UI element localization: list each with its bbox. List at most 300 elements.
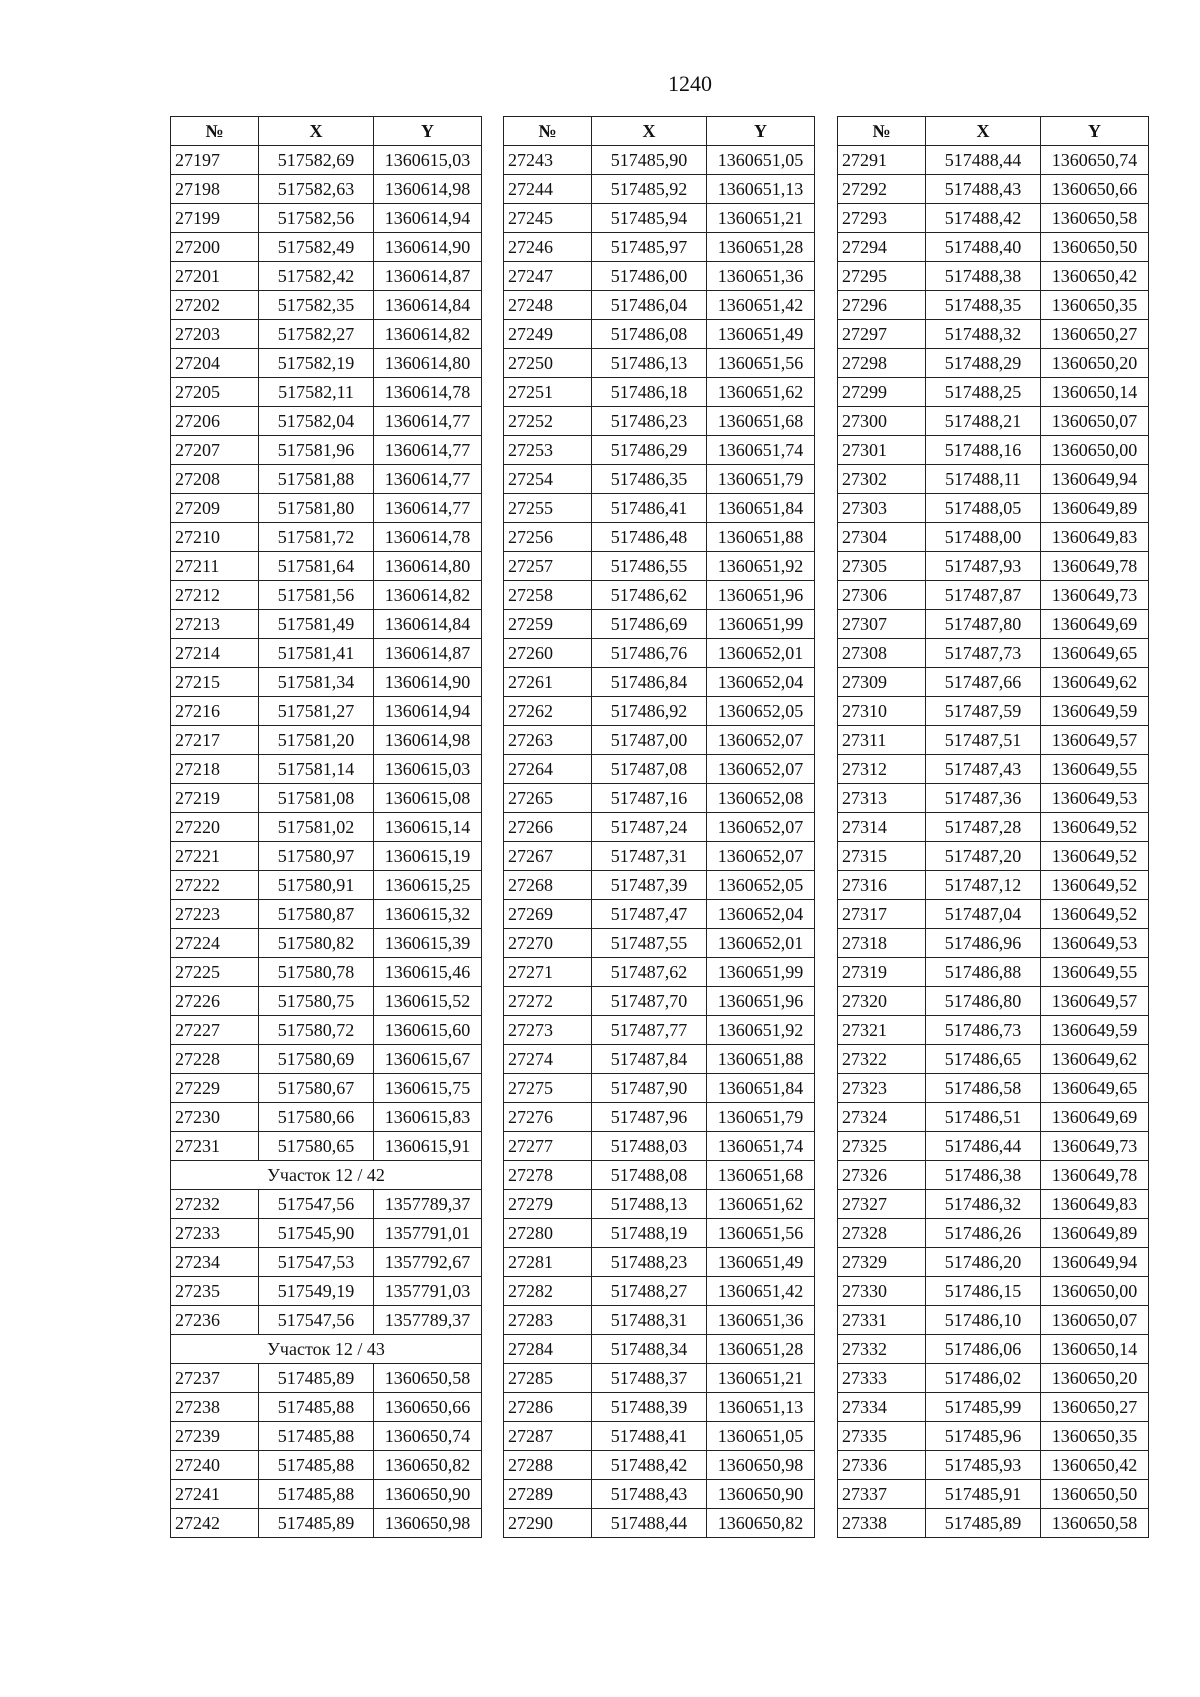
point-number-cell: 27261 <box>504 668 592 697</box>
y-coordinate-cell: 1360651,56 <box>707 1219 815 1248</box>
point-number-cell: 27295 <box>838 262 926 291</box>
x-coordinate-cell: 517580,69 <box>259 1045 374 1074</box>
point-number-cell: 27285 <box>504 1364 592 1393</box>
point-number-cell: 27259 <box>504 610 592 639</box>
point-number-cell: 27250 <box>504 349 592 378</box>
y-coordinate-cell: 1357789,37 <box>374 1190 482 1219</box>
table-header-row <box>838 117 1149 146</box>
x-coordinate-cell: 517487,73 <box>926 639 1041 668</box>
point-number-cell: 27335 <box>838 1422 926 1451</box>
table-row <box>838 1451 1149 1480</box>
y-coordinate-cell: 1360614,78 <box>374 523 482 552</box>
point-number-cell: 27233 <box>171 1219 259 1248</box>
point-number-cell: 27256 <box>504 523 592 552</box>
point-number-cell: 27243 <box>504 146 592 175</box>
table-row <box>504 581 815 610</box>
x-coordinate-cell: 517487,43 <box>926 755 1041 784</box>
y-coordinate-cell: 1360650,90 <box>374 1480 482 1509</box>
point-number-cell: 27327 <box>838 1190 926 1219</box>
x-coordinate-cell: 517487,90 <box>592 1074 707 1103</box>
x-coordinate-cell: 517486,00 <box>592 262 707 291</box>
table-row <box>504 1132 815 1161</box>
x-coordinate-cell: 517486,26 <box>926 1219 1041 1248</box>
section-title: Участок 12 / 42 <box>171 1161 482 1190</box>
point-number-cell: 27318 <box>838 929 926 958</box>
table-row <box>171 987 482 1016</box>
table-row <box>171 465 482 494</box>
table-row <box>504 1422 815 1451</box>
x-coordinate-cell: 517581,27 <box>259 697 374 726</box>
x-coordinate-cell: 517486,88 <box>926 958 1041 987</box>
x-coordinate-cell: 517487,31 <box>592 842 707 871</box>
y-coordinate-cell: 1360650,27 <box>1041 1393 1149 1422</box>
x-coordinate-cell: 517488,25 <box>926 378 1041 407</box>
point-number-cell: 27211 <box>171 552 259 581</box>
table-row <box>838 233 1149 262</box>
x-coordinate-cell: 517486,10 <box>926 1306 1041 1335</box>
table-row <box>171 1132 482 1161</box>
x-coordinate-cell: 517580,72 <box>259 1016 374 1045</box>
point-number-cell: 27298 <box>838 349 926 378</box>
x-coordinate-cell: 517486,15 <box>926 1277 1041 1306</box>
y-coordinate-cell: 1360651,74 <box>707 1132 815 1161</box>
y-coordinate-cell: 1360615,91 <box>374 1132 482 1161</box>
x-coordinate-cell: 517488,38 <box>926 262 1041 291</box>
y-coordinate-cell: 1360649,73 <box>1041 1132 1149 1161</box>
x-coordinate-cell: 517486,23 <box>592 407 707 436</box>
table-row <box>504 552 815 581</box>
x-coordinate-cell: 517580,87 <box>259 900 374 929</box>
x-coordinate-cell: 517487,36 <box>926 784 1041 813</box>
x-coordinate-cell: 517485,93 <box>926 1451 1041 1480</box>
y-coordinate-cell: 1360650,82 <box>374 1451 482 1480</box>
x-coordinate-cell: 517485,89 <box>926 1509 1041 1538</box>
point-number-cell: 27255 <box>504 494 592 523</box>
table-row <box>504 1277 815 1306</box>
x-coordinate-cell: 517488,27 <box>592 1277 707 1306</box>
point-number-cell: 27216 <box>171 697 259 726</box>
y-coordinate-cell: 1360650,20 <box>1041 1364 1149 1393</box>
x-coordinate-cell: 517485,88 <box>259 1422 374 1451</box>
x-coordinate-cell: 517488,32 <box>926 320 1041 349</box>
x-coordinate-cell: 517485,92 <box>592 175 707 204</box>
table-row <box>171 233 482 262</box>
y-coordinate-cell: 1360649,65 <box>1041 1074 1149 1103</box>
point-number-cell: 27198 <box>171 175 259 204</box>
x-coordinate-cell: 517487,47 <box>592 900 707 929</box>
y-coordinate-cell: 1360615,75 <box>374 1074 482 1103</box>
x-coordinate-cell: 517486,13 <box>592 349 707 378</box>
x-coordinate-cell: 517486,04 <box>592 291 707 320</box>
y-coordinate-cell: 1360615,25 <box>374 871 482 900</box>
point-number-cell: 27230 <box>171 1103 259 1132</box>
table-row <box>838 146 1149 175</box>
y-coordinate-cell: 1360651,05 <box>707 1422 815 1451</box>
point-number-cell: 27222 <box>171 871 259 900</box>
x-coordinate-cell: 517486,76 <box>592 639 707 668</box>
point-number-cell: 27220 <box>171 813 259 842</box>
x-coordinate-cell: 517581,49 <box>259 610 374 639</box>
point-number-cell: 27334 <box>838 1393 926 1422</box>
point-number-cell: 27338 <box>838 1509 926 1538</box>
x-coordinate-cell: 517486,65 <box>926 1045 1041 1074</box>
y-coordinate-cell: 1360650,58 <box>374 1364 482 1393</box>
y-coordinate-cell: 1360650,27 <box>1041 320 1149 349</box>
point-number-cell: 27329 <box>838 1248 926 1277</box>
point-number-cell: 27254 <box>504 465 592 494</box>
point-number-cell: 27212 <box>171 581 259 610</box>
point-number-cell: 27324 <box>838 1103 926 1132</box>
x-coordinate-cell: 517485,91 <box>926 1480 1041 1509</box>
y-coordinate-cell: 1360649,52 <box>1041 900 1149 929</box>
x-coordinate-cell: 517488,16 <box>926 436 1041 465</box>
table-row <box>171 146 482 175</box>
y-coordinate-cell: 1360651,68 <box>707 407 815 436</box>
y-coordinate-cell: 1360651,05 <box>707 146 815 175</box>
y-coordinate-cell: 1360649,52 <box>1041 871 1149 900</box>
x-coordinate-cell: 517488,41 <box>592 1422 707 1451</box>
x-coordinate-cell: 517486,73 <box>926 1016 1041 1045</box>
table-row <box>171 668 482 697</box>
y-coordinate-cell: 1360649,62 <box>1041 1045 1149 1074</box>
y-coordinate-cell: 1360650,00 <box>1041 436 1149 465</box>
y-coordinate-cell: 1357789,37 <box>374 1306 482 1335</box>
table-row <box>838 407 1149 436</box>
table-row <box>504 494 815 523</box>
y-coordinate-cell: 1360614,90 <box>374 668 482 697</box>
y-coordinate-cell: 1360650,58 <box>1041 1509 1149 1538</box>
point-number-cell: 27200 <box>171 233 259 262</box>
y-coordinate-cell: 1360652,01 <box>707 639 815 668</box>
point-number-cell: 27225 <box>171 958 259 987</box>
table-row <box>504 1219 815 1248</box>
point-number-cell: 27201 <box>171 262 259 291</box>
table-row <box>504 1509 815 1538</box>
point-number-cell: 27275 <box>504 1074 592 1103</box>
table-row <box>504 813 815 842</box>
y-coordinate-cell: 1360650,14 <box>1041 378 1149 407</box>
point-number-cell: 27336 <box>838 1451 926 1480</box>
point-number-cell: 27299 <box>838 378 926 407</box>
x-coordinate-cell: 517582,69 <box>259 146 374 175</box>
x-coordinate-cell: 517486,48 <box>592 523 707 552</box>
table-row <box>504 726 815 755</box>
table-row <box>504 175 815 204</box>
table-row <box>504 1248 815 1277</box>
header-number: № <box>171 117 259 146</box>
table-row <box>171 552 482 581</box>
point-number-cell: 27268 <box>504 871 592 900</box>
table-row <box>171 378 482 407</box>
point-number-cell: 27278 <box>504 1161 592 1190</box>
point-number-cell: 27238 <box>171 1393 259 1422</box>
point-number-cell: 27217 <box>171 726 259 755</box>
point-number-cell: 27215 <box>171 668 259 697</box>
y-coordinate-cell: 1360652,04 <box>707 668 815 697</box>
y-coordinate-cell: 1360649,69 <box>1041 610 1149 639</box>
x-coordinate-cell: 517486,18 <box>592 378 707 407</box>
x-coordinate-cell: 517582,04 <box>259 407 374 436</box>
y-coordinate-cell: 1360650,66 <box>374 1393 482 1422</box>
x-coordinate-cell: 517485,97 <box>592 233 707 262</box>
table-row <box>171 1364 482 1393</box>
x-coordinate-cell: 517485,88 <box>259 1393 374 1422</box>
x-coordinate-cell: 517487,24 <box>592 813 707 842</box>
point-number-cell: 27273 <box>504 1016 592 1045</box>
table-row <box>171 262 482 291</box>
x-coordinate-cell: 517486,69 <box>592 610 707 639</box>
point-number-cell: 27251 <box>504 378 592 407</box>
x-coordinate-cell: 517486,29 <box>592 436 707 465</box>
point-number-cell: 27219 <box>171 784 259 813</box>
table-row <box>504 1016 815 1045</box>
x-coordinate-cell: 517487,96 <box>592 1103 707 1132</box>
x-coordinate-cell: 517582,27 <box>259 320 374 349</box>
table-row <box>504 1335 815 1364</box>
header-number: № <box>838 117 926 146</box>
y-coordinate-cell: 1360614,78 <box>374 378 482 407</box>
x-coordinate-cell: 517488,44 <box>592 1509 707 1538</box>
point-number-cell: 27244 <box>504 175 592 204</box>
x-coordinate-cell: 517488,21 <box>926 407 1041 436</box>
table-row <box>171 1045 482 1074</box>
y-coordinate-cell: 1360615,03 <box>374 146 482 175</box>
table-row <box>838 726 1149 755</box>
table-row <box>171 726 482 755</box>
y-coordinate-cell: 1360649,59 <box>1041 1016 1149 1045</box>
y-coordinate-cell: 1360649,52 <box>1041 813 1149 842</box>
y-coordinate-cell: 1360649,69 <box>1041 1103 1149 1132</box>
table-row <box>171 1103 482 1132</box>
table-row <box>838 871 1149 900</box>
point-number-cell: 27274 <box>504 1045 592 1074</box>
point-number-cell: 27300 <box>838 407 926 436</box>
y-coordinate-cell: 1360651,99 <box>707 958 815 987</box>
x-coordinate-cell: 517581,64 <box>259 552 374 581</box>
table-row <box>838 291 1149 320</box>
point-number-cell: 27317 <box>838 900 926 929</box>
x-coordinate-cell: 517488,35 <box>926 291 1041 320</box>
point-number-cell: 27236 <box>171 1306 259 1335</box>
table-row <box>171 929 482 958</box>
point-number-cell: 27245 <box>504 204 592 233</box>
x-coordinate-cell: 517581,72 <box>259 523 374 552</box>
y-coordinate-cell: 1360651,13 <box>707 175 815 204</box>
x-coordinate-cell: 517487,66 <box>926 668 1041 697</box>
table-row <box>838 900 1149 929</box>
point-number-cell: 27208 <box>171 465 259 494</box>
y-coordinate-cell: 1360649,55 <box>1041 755 1149 784</box>
table-row <box>838 1509 1149 1538</box>
x-coordinate-cell: 517581,08 <box>259 784 374 813</box>
y-coordinate-cell: 1360614,84 <box>374 610 482 639</box>
point-number-cell: 27270 <box>504 929 592 958</box>
point-number-cell: 27228 <box>171 1045 259 1074</box>
y-coordinate-cell: 1360651,42 <box>707 1277 815 1306</box>
table-row <box>504 262 815 291</box>
y-coordinate-cell: 1360649,73 <box>1041 581 1149 610</box>
table-row <box>838 1190 1149 1219</box>
point-number-cell: 27291 <box>838 146 926 175</box>
table-row <box>171 1248 482 1277</box>
y-coordinate-cell: 1357791,01 <box>374 1219 482 1248</box>
y-coordinate-cell: 1360651,84 <box>707 1074 815 1103</box>
table-row <box>838 349 1149 378</box>
x-coordinate-cell: 517580,97 <box>259 842 374 871</box>
x-coordinate-cell: 517580,82 <box>259 929 374 958</box>
x-coordinate-cell: 517485,96 <box>926 1422 1041 1451</box>
table-row <box>504 842 815 871</box>
point-number-cell: 27279 <box>504 1190 592 1219</box>
y-coordinate-cell: 1360615,03 <box>374 755 482 784</box>
y-coordinate-cell: 1360651,28 <box>707 233 815 262</box>
y-coordinate-cell: 1360651,21 <box>707 1364 815 1393</box>
y-coordinate-cell: 1360614,77 <box>374 465 482 494</box>
x-coordinate-cell: 517485,94 <box>592 204 707 233</box>
point-number-cell: 27269 <box>504 900 592 929</box>
point-number-cell: 27237 <box>171 1364 259 1393</box>
header-y: Y <box>1041 117 1149 146</box>
y-coordinate-cell: 1360650,20 <box>1041 349 1149 378</box>
point-number-cell: 27207 <box>171 436 259 465</box>
section-row <box>171 1335 482 1364</box>
table-row <box>504 320 815 349</box>
point-number-cell: 27304 <box>838 523 926 552</box>
y-coordinate-cell: 1360614,80 <box>374 552 482 581</box>
y-coordinate-cell: 1360614,82 <box>374 581 482 610</box>
y-coordinate-cell: 1360652,05 <box>707 697 815 726</box>
table-row <box>838 320 1149 349</box>
x-coordinate-cell: 517581,88 <box>259 465 374 494</box>
x-coordinate-cell: 517488,40 <box>926 233 1041 262</box>
table-row <box>838 668 1149 697</box>
x-coordinate-cell: 517487,62 <box>592 958 707 987</box>
point-number-cell: 27313 <box>838 784 926 813</box>
y-coordinate-cell: 1360651,92 <box>707 552 815 581</box>
y-coordinate-cell: 1360649,83 <box>1041 1190 1149 1219</box>
y-coordinate-cell: 1360651,92 <box>707 1016 815 1045</box>
point-number-cell: 27297 <box>838 320 926 349</box>
y-coordinate-cell: 1360614,90 <box>374 233 482 262</box>
point-number-cell: 27221 <box>171 842 259 871</box>
x-coordinate-cell: 517582,63 <box>259 175 374 204</box>
y-coordinate-cell: 1360649,59 <box>1041 697 1149 726</box>
table-row <box>838 1480 1149 1509</box>
y-coordinate-cell: 1360652,04 <box>707 900 815 929</box>
point-number-cell: 27203 <box>171 320 259 349</box>
table-row <box>504 871 815 900</box>
point-number-cell: 27277 <box>504 1132 592 1161</box>
x-coordinate-cell: 517487,59 <box>926 697 1041 726</box>
table-row <box>838 610 1149 639</box>
point-number-cell: 27248 <box>504 291 592 320</box>
point-number-cell: 27280 <box>504 1219 592 1248</box>
y-coordinate-cell: 1360649,62 <box>1041 668 1149 697</box>
y-coordinate-cell: 1360651,36 <box>707 262 815 291</box>
y-coordinate-cell: 1360615,52 <box>374 987 482 1016</box>
x-coordinate-cell: 517488,00 <box>926 523 1041 552</box>
header-x: X <box>926 117 1041 146</box>
x-coordinate-cell: 517486,06 <box>926 1335 1041 1364</box>
point-number-cell: 27262 <box>504 697 592 726</box>
point-number-cell: 27307 <box>838 610 926 639</box>
table-row <box>838 1277 1149 1306</box>
x-coordinate-cell: 517486,84 <box>592 668 707 697</box>
table-row <box>838 1074 1149 1103</box>
y-coordinate-cell: 1360651,84 <box>707 494 815 523</box>
point-number-cell: 27306 <box>838 581 926 610</box>
point-number-cell: 27239 <box>171 1422 259 1451</box>
table-row <box>504 407 815 436</box>
point-number-cell: 27240 <box>171 1451 259 1480</box>
point-number-cell: 27284 <box>504 1335 592 1364</box>
point-number-cell: 27333 <box>838 1364 926 1393</box>
point-number-cell: 27231 <box>171 1132 259 1161</box>
point-number-cell: 27288 <box>504 1451 592 1480</box>
y-coordinate-cell: 1360649,57 <box>1041 987 1149 1016</box>
point-number-cell: 27272 <box>504 987 592 1016</box>
y-coordinate-cell: 1360649,57 <box>1041 726 1149 755</box>
point-number-cell: 27331 <box>838 1306 926 1335</box>
table-row <box>504 668 815 697</box>
header-x: X <box>259 117 374 146</box>
x-coordinate-cell: 517581,20 <box>259 726 374 755</box>
point-number-cell: 27301 <box>838 436 926 465</box>
y-coordinate-cell: 1357792,67 <box>374 1248 482 1277</box>
y-coordinate-cell: 1360650,42 <box>1041 262 1149 291</box>
y-coordinate-cell: 1360649,89 <box>1041 1219 1149 1248</box>
x-coordinate-cell: 517487,00 <box>592 726 707 755</box>
point-number-cell: 27247 <box>504 262 592 291</box>
point-number-cell: 27214 <box>171 639 259 668</box>
y-coordinate-cell: 1360649,78 <box>1041 552 1149 581</box>
table-row <box>171 1277 482 1306</box>
table-row <box>504 436 815 465</box>
y-coordinate-cell: 1360652,07 <box>707 842 815 871</box>
point-number-cell: 27287 <box>504 1422 592 1451</box>
x-coordinate-cell: 517488,31 <box>592 1306 707 1335</box>
x-coordinate-cell: 517580,66 <box>259 1103 374 1132</box>
x-coordinate-cell: 517487,39 <box>592 871 707 900</box>
x-coordinate-cell: 517488,44 <box>926 146 1041 175</box>
x-coordinate-cell: 517487,93 <box>926 552 1041 581</box>
point-number-cell: 27260 <box>504 639 592 668</box>
table-row <box>504 1451 815 1480</box>
table-row <box>171 1306 482 1335</box>
y-coordinate-cell: 1360651,96 <box>707 987 815 1016</box>
y-coordinate-cell: 1360649,94 <box>1041 465 1149 494</box>
y-coordinate-cell: 1360615,67 <box>374 1045 482 1074</box>
y-coordinate-cell: 1360651,79 <box>707 465 815 494</box>
y-coordinate-cell: 1360614,80 <box>374 349 482 378</box>
point-number-cell: 27321 <box>838 1016 926 1045</box>
y-coordinate-cell: 1360651,36 <box>707 1306 815 1335</box>
y-coordinate-cell: 1360650,35 <box>1041 1422 1149 1451</box>
y-coordinate-cell: 1360649,94 <box>1041 1248 1149 1277</box>
table-row <box>171 871 482 900</box>
table-header-row <box>171 117 482 146</box>
table-row <box>504 378 815 407</box>
y-coordinate-cell: 1360615,39 <box>374 929 482 958</box>
point-number-cell: 27314 <box>838 813 926 842</box>
table-row <box>171 1190 482 1219</box>
x-coordinate-cell: 517488,37 <box>592 1364 707 1393</box>
point-number-cell: 27234 <box>171 1248 259 1277</box>
table-row <box>504 1045 815 1074</box>
y-coordinate-cell: 1360652,07 <box>707 755 815 784</box>
y-coordinate-cell: 1360650,14 <box>1041 1335 1149 1364</box>
y-coordinate-cell: 1360615,14 <box>374 813 482 842</box>
